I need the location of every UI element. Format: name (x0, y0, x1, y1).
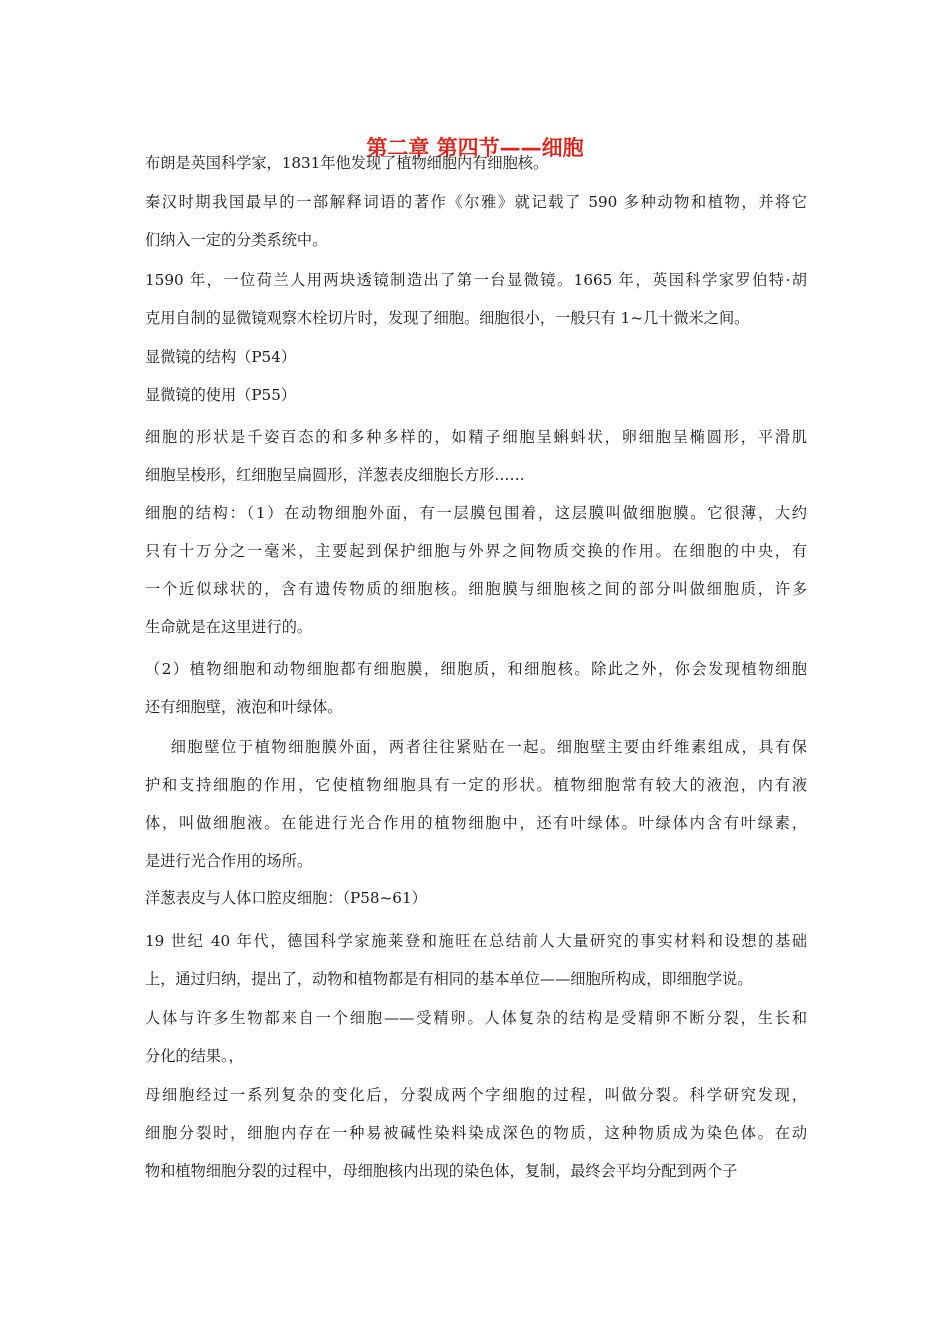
text-line: 们纳入一定的分类系统中。 (145, 231, 328, 249)
paragraph (145, 261, 807, 337)
text-line: 秦汉时期我国最早的一部解释词语的著作《尔雅》就记载了 590 多种动物和植物，并将它 (145, 193, 807, 211)
text-line: 还有细胞壁，液泡和叶绿体。 (145, 698, 343, 716)
text-line: 克用自制的显微镜观察木栓切片时，发现了细胞。细胞很小，一般只有 1~几十微米之间。 (145, 309, 750, 327)
text-line: 物和植物细胞分裂的过程中，母细胞核内出现的染色体，复制，最终会平均分配到两个子 (145, 1162, 738, 1180)
text-line: 显微镜的使用（P55） (145, 386, 297, 404)
paragraph (145, 150, 807, 176)
paragraph (145, 344, 807, 370)
paragraph (145, 650, 807, 726)
paragraph (145, 183, 807, 259)
paragraph (145, 418, 807, 494)
text-line: 布朗是英国科学家，1831年他发现了植物细胞内有细胞核。 (145, 154, 549, 172)
paragraph (145, 494, 807, 646)
text-line: 只有十万分之一毫米，主要起到保护细胞与外界之间物质交换的作用。在细胞的中央，有 (145, 542, 807, 560)
text-line: 细胞的形状是千姿百态的和多种多样的，如精子细胞呈蝌蚪状，卵细胞呈椭圆形，平滑肌 (145, 428, 807, 446)
text-line: 1590 年，一位荷兰人用两块透镜制造出了第一台显微镜。1665 年，英国科学家罗伯特·胡 (145, 271, 807, 289)
text-line: 洋葱表皮与人体口腔皮细胞：（P58~61） (145, 889, 427, 907)
paragraph (145, 885, 807, 911)
text-line: 护和支持细胞的作用，它使植物细胞具有一定的形状。植物细胞常有较大的液泡，内有液 (145, 776, 807, 794)
paragraph (145, 999, 807, 1075)
text-line: 细胞呈梭形，红细胞呈扁圆形，洋葱表皮细胞长方形…… (145, 466, 525, 484)
text-line: 母细胞经过一系列复杂的变化后，分裂成两个字细胞的过程，叫做分裂。科学研究发现， (145, 1086, 807, 1104)
text-line: 是进行光合作用的场所。 (145, 852, 313, 870)
paragraph (145, 728, 807, 880)
text-line: 细胞的结构：（1）在动物细胞外面，有一层膜包围着，这层膜叫做细胞膜。它很薄，大约 (145, 504, 807, 522)
paragraph (145, 922, 807, 998)
text-line: 人体与许多生物都来自一个细胞——受精卵。人体复杂的结构是受精卵不断分裂，生长和 (145, 1009, 807, 1027)
text-line: 一个近似球状的，含有遗传物质的细胞核。细胞膜与细胞核之间的部分叫做细胞质，许多 (145, 580, 807, 598)
text-line: 细胞分裂时，细胞内存在一种易被碱性染料染成深色的物质，这种物质成为染色体。在动 (145, 1124, 807, 1142)
text-line: 细胞壁位于植物细胞膜外面，两者往往紧贴在一起。细胞壁主要由纤维素组成，具有保 (145, 738, 807, 756)
page-title: 第二章 第四节——细胞 (366, 136, 584, 161)
paragraph (145, 382, 807, 408)
text-line: 生命就是在这里进行的。 (145, 618, 313, 636)
text-line: 上，通过归纳，提出了，动物和植物都是有相同的基本单位——细胞所构成，即细胞学说。 (145, 970, 753, 988)
text-line: 体，叫做细胞液。在能进行光合作用的植物细胞中，还有叶绿体。叶绿体内含有叶绿素， (145, 814, 807, 832)
paragraph (145, 1076, 807, 1190)
text-line: 显微镜的结构（P54） (145, 348, 297, 366)
text-line: （2）植物细胞和动物细胞都有细胞膜，细胞质，和细胞核。除此之外，你会发现植物细胞 (145, 660, 807, 678)
text-line: 19 世纪 40 年代，德国科学家施莱登和施旺在总结前人大量研究的事实材料和设想的基础 (145, 932, 807, 950)
text-line: 分化的结果。， (145, 1047, 244, 1065)
